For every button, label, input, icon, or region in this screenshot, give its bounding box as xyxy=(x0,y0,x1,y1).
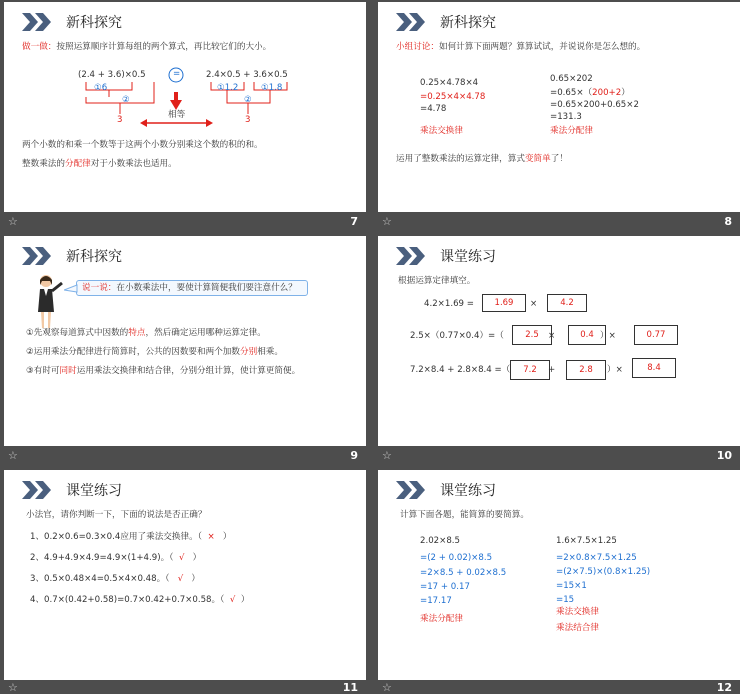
intro: 计算下面各题，能简算的要简算。 xyxy=(400,510,529,520)
star-icon[interactable]: ☆ xyxy=(382,215,392,228)
judge-item-1: 1、0.2×0.6=0.3×0.4应用了乘法交换律。（ × ） xyxy=(30,532,232,542)
q2-answer-b[interactable]: 0.4 xyxy=(568,325,606,345)
double-chevron-icon xyxy=(22,481,52,499)
result-value: 3 xyxy=(245,115,251,125)
star-icon[interactable]: ☆ xyxy=(8,215,18,228)
slide-title: 课堂练习 xyxy=(66,483,122,499)
slide-title: 新科探究 xyxy=(66,249,122,265)
slide-11[interactable] xyxy=(4,470,366,680)
slide-7[interactable] xyxy=(4,2,366,212)
bubble-text: 说一说：在小数乘法中，要使计算简便我们要注意什么？ xyxy=(82,283,297,293)
q2-answer-c[interactable]: 0.77 xyxy=(634,325,678,345)
step-marker: ② xyxy=(122,95,130,105)
star-icon[interactable]: ☆ xyxy=(8,681,18,694)
slide-header xyxy=(396,12,496,32)
bracket-diagram xyxy=(4,2,366,212)
slide-11-footer xyxy=(4,680,366,694)
left-calc-4: =17.17 xyxy=(420,596,452,606)
law-note-right-2: 乘法结合律 xyxy=(556,623,599,633)
judge-item-4: 4、0.7×(0.42+0.58)=0.7×0.42+0.7×0.58。（ √ ） xyxy=(30,595,250,605)
slide-header xyxy=(22,246,122,266)
expression-right: 2.4×0.5 + 3.6×0.5 xyxy=(206,70,288,80)
slide-9[interactable] xyxy=(4,236,366,446)
step-value: ①1.2 xyxy=(217,83,239,93)
q3-answer-b[interactable]: 2.8 xyxy=(566,360,606,380)
q1-label: 4.2×1.69 = xyxy=(424,299,474,309)
slide-7-footer xyxy=(4,212,366,232)
prompt: 做一做：按照运算顺序计算每组的两个算式，再比较它们的大小。 xyxy=(22,42,272,52)
slide-number: 8 xyxy=(724,215,732,228)
q2-operator-1: × xyxy=(548,331,556,341)
slide-8-footer xyxy=(378,212,740,232)
q3-label: 7.2×8.4 + 2.8×8.4 =（ xyxy=(410,365,511,375)
calc-left-3: =4.78 xyxy=(420,104,447,114)
double-chevron-icon xyxy=(396,247,426,265)
calc-left-2: =0.25×4×4.78 xyxy=(420,92,486,102)
calc-right-2: =0.65×（200+2） xyxy=(550,88,630,98)
tip-2: ②运用乘法分配律进行简算时，公共的因数要和两个加数分别相乘。 xyxy=(26,347,283,357)
q1-answer-b[interactable]: 4.2 xyxy=(547,294,587,312)
q2-operator-2: ）× xyxy=(600,331,616,341)
judge-item-2: 2、4.9+4.9×4.9=4.9×(1+4.9)。（ √ ） xyxy=(30,553,202,563)
prompt: 小组讨论：如何计算下面两题？算算试试，并说说你是怎么想的。 xyxy=(396,42,646,52)
double-chevron-icon xyxy=(396,481,426,499)
up-arrow-icon xyxy=(170,92,182,110)
slide-number: 10 xyxy=(716,449,732,462)
tip-1: ①先观察每道算式中因数的特点，然后确定运用哪种运算定律。 xyxy=(26,328,266,338)
law-note-left: 乘法分配律 xyxy=(420,614,463,624)
slide-12-footer xyxy=(378,680,740,694)
step-value: ①6 xyxy=(94,83,108,93)
slide-title: 课堂练习 xyxy=(440,249,496,265)
q3-operator-2: ）× xyxy=(607,365,623,375)
slide-number: 11 xyxy=(342,681,358,694)
slide-header xyxy=(396,246,496,266)
star-icon[interactable]: ☆ xyxy=(8,449,18,462)
step-marker: ② xyxy=(244,95,252,105)
equal-label: 相等 xyxy=(168,110,186,120)
left-calc-1: =(2 + 0.02)×8.5 xyxy=(420,553,493,563)
calc-right-3: =0.65×200+0.65×2 xyxy=(550,100,639,110)
result-value: 3 xyxy=(117,115,123,125)
calc-right-4: =131.3 xyxy=(550,112,582,122)
slide-title: 新科探究 xyxy=(66,15,122,31)
instruction: 根据运算定律填空。 xyxy=(398,276,476,286)
tip-3: ③有时可同时运用乘法交换律和结合律，分别分组计算，使计算更简便。 xyxy=(26,366,301,376)
slide-12[interactable] xyxy=(378,470,740,680)
right-calc-3: =15×1 xyxy=(556,581,587,591)
intro: 小法官，请你判断一下，下面的说法是否正确？ xyxy=(26,510,207,520)
star-icon[interactable]: ☆ xyxy=(382,681,392,694)
slide-title: 课堂练习 xyxy=(440,483,496,499)
judge-item-3: 3、0.5×0.48×4=0.5×4×0.48。（ √ ） xyxy=(30,574,200,584)
slide-number: 7 xyxy=(350,215,358,228)
slide-10[interactable] xyxy=(378,236,740,446)
conclusion-line-2: 整数乘法的分配律对于小数乘法也适用。 xyxy=(22,159,177,169)
left-calc-0: 2.02×8.5 xyxy=(420,536,461,546)
double-chevron-icon xyxy=(396,13,426,31)
law-note-right: 乘法分配律 xyxy=(550,126,593,136)
summary: 运用了整数乘法的运算定律，算式变简单了！ xyxy=(396,154,568,164)
law-note-right-1: 乘法交换律 xyxy=(556,607,599,617)
slide-number: 12 xyxy=(716,681,732,694)
slide-title: 新科探究 xyxy=(440,15,496,31)
slide-number: 9 xyxy=(350,449,358,462)
left-calc-3: =17 + 0.17 xyxy=(420,582,470,592)
double-chevron-icon xyxy=(22,247,52,265)
slide-8[interactable] xyxy=(378,2,740,212)
slide-header xyxy=(22,480,122,500)
expression-left: (2.4 + 3.6)×0.5 xyxy=(78,70,146,80)
law-note-left: 乘法交换律 xyxy=(420,126,463,136)
q1-answer-a[interactable]: 1.69 xyxy=(482,294,526,312)
right-calc-0: 1.6×7.5×1.25 xyxy=(556,536,617,546)
equal-sign: = xyxy=(173,69,181,79)
slide-10-footer xyxy=(378,446,740,466)
q3-operator-1: + xyxy=(548,365,556,375)
slide-header xyxy=(396,480,496,500)
q2-answer-a[interactable]: 2.5 xyxy=(512,325,552,345)
right-calc-2: =(2×7.5)×(0.8×1.25) xyxy=(556,567,651,577)
right-calc-4: =15 xyxy=(556,595,575,605)
calc-right-1: 0.65×202 xyxy=(550,74,593,84)
q3-answer-a[interactable]: 7.2 xyxy=(510,360,550,380)
step-value: ①1.8 xyxy=(261,83,283,93)
left-calc-2: =2×8.5 + 0.02×8.5 xyxy=(420,568,507,578)
slide-9-footer xyxy=(4,446,366,466)
conclusion-line-1: 两个小数的和乘一个数等于这两个小数分别乘这个数的积的和。 xyxy=(22,140,263,150)
calc-left-1: 0.25×4.78×4 xyxy=(420,78,479,88)
q3-answer-c[interactable]: 8.4 xyxy=(632,358,676,378)
q1-operator: × xyxy=(530,299,538,309)
right-calc-1: =2×0.8×7.5×1.25 xyxy=(556,553,637,563)
star-icon[interactable]: ☆ xyxy=(382,449,392,462)
q2-label: 2.5×（0.77×0.4）=（ xyxy=(410,331,504,341)
